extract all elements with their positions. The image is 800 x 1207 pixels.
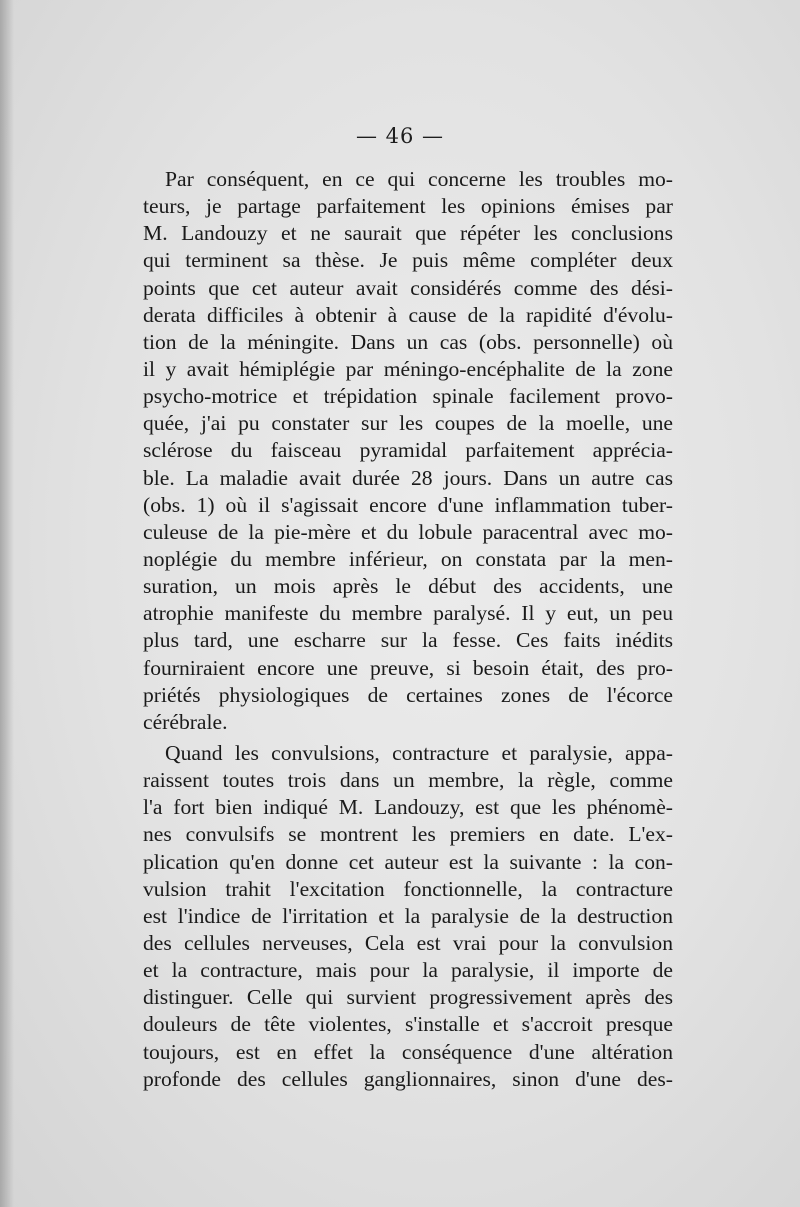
text-line: M. Landouzy et ne saurait que répéter les conclusions — [143, 221, 673, 246]
text-line: des cellules nerveuses, Cela est vrai pour la convulsion — [143, 930, 673, 955]
text-line: raissent toutes trois dans un membre, la règle, comme — [143, 768, 673, 793]
text-line: psycho-motrice et trépidation spinale facilement provo- — [143, 384, 673, 409]
text-line: quée, j'ai pu constater sur les coupes de la moelle, une — [143, 411, 673, 436]
text-line: et la contracture, mais pour la paralysie, il importe de — [143, 958, 673, 983]
text-line: douleurs de tête violentes, s'installe et s'accroit presque — [143, 1012, 673, 1037]
text-line: teurs, je partage parfaitement les opinions émises par — [143, 194, 673, 219]
text-line: points que cet auteur avait considérés comme des dési- — [143, 275, 673, 300]
body-text — [143, 166, 673, 1093]
text-line: l'a fort bien indiqué M. Landouzy, est que les phénomè- — [143, 795, 673, 820]
text-line: derata difficiles à obtenir à cause de la rapidité d'évolu- — [143, 302, 673, 327]
text-line: culeuse de la pie-mère et du lobule paracentral avec mo- — [143, 519, 673, 544]
text-line: il y avait hémiplégie par méningo-encéphalite de la zone — [143, 356, 673, 381]
paragraph — [143, 740, 673, 1093]
text-line: ble. La maladie avait durée 28 jours. Dans un autre cas — [143, 465, 673, 490]
text-line: (obs. 1) où il s'agissait encore d'une inflammation tuber- — [143, 492, 673, 517]
text-line: est l'indice de l'irritation et la paralysie de la destruction — [143, 903, 673, 928]
text-line: suration, un mois après le début des accidents, une — [143, 574, 673, 599]
text-line: sclérose du faisceau pyramidal parfaitement apprécia- — [143, 438, 673, 463]
page-number: — 46 — — [355, 124, 445, 148]
text-line: toujours, est en effet la conséquence d'une altération — [143, 1039, 673, 1064]
text-line: tion de la méningite. Dans un cas (obs. personnelle) où — [143, 329, 673, 354]
page-gutter-shadow — [0, 0, 14, 1207]
text-line: atrophie manifeste du membre paralysé. Il y eut, un peu — [143, 601, 673, 626]
text-line: Quand les convulsions, contracture et paralysie, appa- — [165, 740, 673, 765]
text-line: nes convulsifs se montrent les premiers en date. L'ex- — [143, 822, 673, 847]
text-line: plication qu'en donne cet auteur est la suivante : la con- — [143, 849, 673, 874]
text-line: cérébrale. — [143, 709, 228, 734]
text-line: distinguer. Celle qui survient progressivement après des — [143, 985, 673, 1010]
text-line: noplégie du membre inférieur, on constata par la men- — [143, 546, 673, 571]
text-line: vulsion trahit l'excitation fonctionnelle, la contracture — [143, 876, 673, 901]
text-line: plus tard, une escharre sur la fesse. Ces faits inédits — [143, 628, 673, 653]
text-line: priétés physiologiques de certaines zones de l'écorce — [143, 682, 673, 707]
text-line: Par conséquent, en ce qui concerne les troubles mo- — [165, 167, 673, 191]
paragraph — [143, 166, 673, 736]
text-line: fourniraient encore une preuve, si besoin était, des pro- — [143, 655, 673, 680]
text-line: qui terminent sa thèse. Je puis même compléter deux — [143, 248, 673, 273]
text-line: profonde des cellules ganglionnaires, sinon d'une des- — [143, 1066, 673, 1091]
